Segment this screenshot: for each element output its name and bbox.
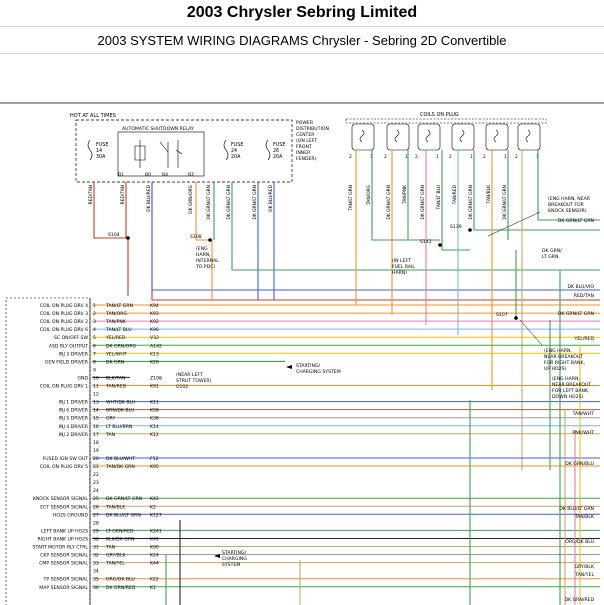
pin-wire-color: BLK/TAN xyxy=(106,376,126,382)
pin-number: 14 xyxy=(93,408,99,414)
pin-circuit-id: K13 xyxy=(150,352,159,358)
pin-wire-color: TAN/ORG xyxy=(106,312,127,318)
coil-pin-label: 2 xyxy=(515,155,518,160)
pin-function-label: COIL ON PLUG DRV 3 xyxy=(39,312,88,318)
pcm-pin-row xyxy=(59,416,159,422)
fuel-rail-note: HARN) xyxy=(392,271,408,276)
pcm-pin-row xyxy=(41,528,162,534)
pin-circuit-id: K22 xyxy=(150,577,159,583)
vertical-wire-label: DK GRN/LT GRN xyxy=(207,185,212,220)
pcm-pin-row xyxy=(37,536,158,542)
svg-text:26: 26 xyxy=(273,149,280,154)
pin-number: 26 xyxy=(93,505,99,511)
pin-function-label: SC ON/OFF SW xyxy=(53,336,88,342)
svg-text:20A: 20A xyxy=(231,155,241,160)
vertical-wire-label: DK GRN/LT GRN xyxy=(503,185,508,220)
page-title: 2003 Chrysler Sebring Limited xyxy=(0,0,604,27)
pcm-pin-row xyxy=(40,464,159,470)
pin-number: 23 xyxy=(93,481,99,487)
pin-wire-color: GRY xyxy=(106,416,116,422)
pdc-label-line: (ON LEFT xyxy=(296,139,318,144)
pcm-pin-row xyxy=(39,561,159,567)
svg-text:20A: 20A xyxy=(273,155,283,160)
svg-text:24: 24 xyxy=(231,149,238,154)
pin-function-label: INJ 6 DRIVER xyxy=(58,408,88,414)
pin-circuit-id: K24 xyxy=(150,553,159,559)
pin-circuit-id: K2 xyxy=(150,505,156,511)
pin-wire-color: YEL/WHT xyxy=(106,352,127,358)
pdc-label-line: POWER xyxy=(296,121,314,126)
splice-dot xyxy=(438,243,442,247)
svg-text:14: 14 xyxy=(96,149,103,154)
pin-circuit-id: K41 xyxy=(150,537,159,543)
asd-relay-box xyxy=(118,132,204,176)
pin-circuit-id: Z108 xyxy=(150,376,162,382)
pin-function-label: ASD RLY OUTPUT xyxy=(48,344,88,350)
pin-circuit-id: K94 xyxy=(150,304,159,309)
pin-function-label: INJ 1 DRIVER xyxy=(58,400,88,406)
splice-label: S139 xyxy=(450,225,462,230)
pcm-pin-row xyxy=(39,585,156,591)
pin-circuit-id: K93 xyxy=(150,312,159,318)
pin-number: 19 xyxy=(93,448,99,454)
right-wire-label: DK BLU/LT GRN xyxy=(559,507,594,512)
pin-circuit-id: K91 xyxy=(150,384,159,390)
pin-wire-color: TAN xyxy=(106,432,116,438)
pcm-pin-row xyxy=(59,424,159,430)
coil-3 xyxy=(415,124,440,160)
pin-number: 17 xyxy=(93,432,99,438)
right-wire-label: RED/TAN xyxy=(573,294,594,299)
splice-label: S108 xyxy=(190,235,202,240)
right-wire-label: DK GRN/LT GRN xyxy=(557,219,594,224)
splice-label: S142 xyxy=(420,240,432,245)
asd-relay-label: AUTOMATIC SHUTDOWN RELAY xyxy=(122,127,194,132)
s108-note: HARN, xyxy=(196,253,211,258)
pcm-pin-row xyxy=(33,496,159,502)
pin-wire-color: TAN/LT BLU xyxy=(106,328,132,334)
pin-number: 29 xyxy=(93,529,99,535)
right-wire-label: DK BLU/VIO xyxy=(567,285,594,290)
left-bank-note: FOR LEFT BANK, xyxy=(552,389,590,394)
pcm-pin-row xyxy=(59,432,159,438)
pin-function-label: INJ 3 DRIVER xyxy=(58,352,88,358)
right-wire-label: TAN/BLK xyxy=(574,515,594,520)
pin-wire-color: DK GRN xyxy=(106,360,125,366)
left-bank-note: (ENG HARN, xyxy=(552,377,580,382)
coil-pin-label: 1 xyxy=(470,155,473,160)
hot-label: HOT AT ALL TIMES xyxy=(70,113,116,119)
relay-pin-label: B4 xyxy=(162,173,169,178)
pin-number: 27 xyxy=(93,513,99,519)
starting-charging-ref: STARTING/ xyxy=(296,364,321,369)
pcm-pin-row xyxy=(93,440,99,446)
pin-circuit-id: K58 xyxy=(150,408,159,414)
pcm-pin-row xyxy=(53,512,162,518)
pdc-label-line: FENDER) xyxy=(296,157,317,162)
pin-circuit-id: K1 xyxy=(150,585,156,591)
pin-number: 8 xyxy=(93,360,96,366)
knock-note: KNOCK SENSOR) xyxy=(548,209,587,214)
pin-circuit-id: K20 xyxy=(150,360,159,366)
strut-note: STRUT TOWER) xyxy=(176,379,212,384)
pcm-pin-row xyxy=(40,303,159,309)
pin-function-label: COIL ON PLUG DRV 5 xyxy=(39,465,88,470)
s108-note: INTERNAL xyxy=(196,259,219,264)
relay-internals xyxy=(135,140,182,168)
coils-bracket xyxy=(346,119,546,123)
relay-pin-label: B0 xyxy=(145,173,152,178)
arrow-icon xyxy=(286,365,292,369)
vertical-wire-labels xyxy=(88,184,508,219)
vertical-wire-label: TAN/PNK xyxy=(403,185,408,204)
pin-wire-color: DK BLU/WHT xyxy=(106,456,136,462)
pin-number: 24 xyxy=(93,489,99,495)
coil-pin-label: 1 xyxy=(504,155,507,160)
vertical-wire-label: DK GRN/ORG xyxy=(189,185,194,214)
pin-wire-color: TAN/YEL xyxy=(106,561,125,567)
pin-circuit-id: K38 xyxy=(150,416,159,422)
pin-number: 32 xyxy=(93,553,99,559)
right-wire-label: DK GRN/BLU xyxy=(565,462,594,467)
splice-label: S107 xyxy=(496,313,508,318)
vertical-wire-label: DK BLU/RED xyxy=(269,185,274,212)
pin-number: 33 xyxy=(93,561,99,567)
pcm-pin-row xyxy=(93,448,99,454)
pin-wire-color: TAN/BLK xyxy=(106,505,126,511)
coil-pin-label: 2 xyxy=(449,155,452,160)
vertical-wire-label: TAN/LT BLU xyxy=(437,185,442,210)
pin-number: 1 xyxy=(93,304,96,309)
knock-note: (ENG HARN, NEAR xyxy=(548,197,590,202)
pin-wire-color: DK GRN/ORG xyxy=(106,344,137,350)
pcm-pin-row xyxy=(93,569,99,575)
vertical-wire-label: DK GRN/LT GRN xyxy=(227,185,232,220)
left-bank-note: DOWN HO2S) xyxy=(552,395,584,400)
pin-circuit-id: K241 xyxy=(150,529,162,535)
coil-pin-label: 1 xyxy=(536,155,539,160)
wire-segment xyxy=(152,182,600,290)
pin-wire-color: YEL/RED xyxy=(106,336,126,342)
pin-number: 13 xyxy=(93,400,99,406)
right-wire-label: YEL/RED xyxy=(574,337,594,342)
pcm-pin-row xyxy=(93,472,99,478)
pin-number: 30 xyxy=(93,537,99,543)
pin-number: 36 xyxy=(93,585,99,591)
pin-wire-color: TAN/DK GRN xyxy=(106,465,135,470)
starting-charging-ref: CHARGING xyxy=(222,557,247,562)
pin-number: 15 xyxy=(93,416,99,422)
pin-function-label: COIL ON PLUG DRV 1 xyxy=(39,384,88,390)
pin-function-label: INJ 2 DRIVER xyxy=(58,432,88,438)
vertical-wire-label: DK GRN/LT GRN xyxy=(387,185,392,220)
fuel-rail-note: (IN LEFT xyxy=(392,259,411,264)
pin-number: 10 xyxy=(93,376,99,382)
pcm-pin-row xyxy=(93,367,96,373)
pin-circuit-id: A142 xyxy=(150,344,162,350)
splice-dot xyxy=(514,316,518,320)
splice-dot xyxy=(468,228,472,232)
pin-function-label: LEFT BANK UP HO2S xyxy=(41,529,88,535)
right-wire-label: DK GRN/ xyxy=(542,249,562,254)
coil-pin-label: 2 xyxy=(384,155,387,160)
right-wire-label: PNK/WHT xyxy=(572,431,594,436)
pcm-pin-row xyxy=(54,335,159,341)
pin-wire-color: BRN/DK BLU xyxy=(106,408,135,414)
pin-circuit-id: K127 xyxy=(150,513,162,519)
svg-text:FUSE: FUSE xyxy=(231,143,244,148)
pcm-pin-row xyxy=(45,359,159,365)
coil-5 xyxy=(483,124,508,160)
pin-number: 18 xyxy=(93,440,99,446)
pin-circuit-id: K14 xyxy=(150,424,159,430)
pin-function-label: GND xyxy=(77,376,88,382)
starting-charging-ref: CHARGING SYSTEM xyxy=(296,370,341,375)
pin-circuit-id: K12 xyxy=(150,432,159,438)
pin-wire-color: WHT/DK BLU xyxy=(106,400,136,406)
vertical-wire-label: DK GRN/LT GRN xyxy=(421,185,426,220)
coil-pin-label: 2 xyxy=(349,155,352,160)
pin-circuit-id: K95 xyxy=(150,465,159,470)
coils-label: COILS ON PLUG xyxy=(420,112,459,118)
right-wire-label: DK GRN/RED xyxy=(564,598,594,603)
coils-on-plug xyxy=(349,124,540,160)
coil-pin-label: 2 xyxy=(483,155,486,160)
right-wire-label: TAN/YEL xyxy=(575,573,594,578)
pin-function-label: CMP SENSOR SIGNAL xyxy=(39,561,88,567)
pin-circuit-id: K44 xyxy=(150,561,159,567)
fuel-rail-note: FUEL RAIL xyxy=(392,265,415,270)
right-bank-note: UP HO2S) xyxy=(544,367,567,372)
pin-wire-color: LT GRN/RED xyxy=(106,529,134,535)
pin-function-label: GEN FIELD DRIVER xyxy=(44,360,88,366)
pin-function-label: ECT SENSOR SIGNAL xyxy=(40,505,88,511)
pin-number: 2 xyxy=(93,312,96,318)
svg-text:30A: 30A xyxy=(96,155,106,160)
pin-circuit-id: V32 xyxy=(150,336,159,342)
pin-function-label: COIL ON PLUG DRV 6 xyxy=(39,328,88,334)
vertical-wire-label: RED/TAN xyxy=(89,185,94,205)
s108-note: (ENG xyxy=(196,247,208,252)
pin-function-label: FUSED IGN SW OUT xyxy=(42,456,88,462)
page-subtitle: 2003 SYSTEM WIRING DIAGRAMS Chrysler - Sebring 2D Convertible xyxy=(0,27,604,54)
pin-wire-color: DK BLU/LT GRN xyxy=(106,513,141,519)
vertical-wire-label: DK GRN/LT GRN xyxy=(469,185,474,220)
coil-pin-label: 1 xyxy=(370,155,373,160)
s108-note: TO PDC) xyxy=(196,265,216,270)
pdc-label-line: FRONT xyxy=(296,145,312,150)
pin-number: 4 xyxy=(93,328,96,334)
pin-circuit-id: F12 xyxy=(150,456,159,462)
pin-function-label: MAP SENSOR SIGNAL xyxy=(39,585,88,591)
pin-wire-color: TAN/RED xyxy=(106,384,127,390)
right-bank-note: (ENG HARN, xyxy=(544,349,572,354)
pin-circuit-id: K96 xyxy=(150,328,159,334)
pin-number: 35 xyxy=(93,577,99,583)
pin-number: 31 xyxy=(93,545,99,551)
pin-number: 22 xyxy=(93,473,99,479)
fuse-26 xyxy=(266,140,285,160)
pcm-pin-row xyxy=(40,504,156,510)
pdc-label-line: INNER xyxy=(296,151,311,156)
pin-function-label: START MOTOR RLY CTRL xyxy=(32,545,88,551)
pin-circuit-id: K11 xyxy=(150,400,159,406)
pdc-label-line: DISTRIBUTION xyxy=(296,127,329,132)
vertical-wire-label: TAN/BLK xyxy=(487,185,492,204)
right-wire-label: ORG/DK BLU xyxy=(565,540,594,545)
coil-pin-label: 1 xyxy=(405,155,408,160)
pin-number: 5 xyxy=(93,336,96,342)
wire-segment xyxy=(474,150,600,230)
right-bank-note: NEAR BREAKOUT xyxy=(544,355,584,360)
pcm-pin-row xyxy=(40,553,159,559)
vertical-wire-label: DK BLU/RED xyxy=(147,185,152,212)
pdc-label-line: CENTER xyxy=(296,133,315,138)
coil-6 xyxy=(515,124,540,160)
pin-wire-color: TAN xyxy=(106,545,116,551)
leader-line xyxy=(520,320,542,345)
pcm-pin-row xyxy=(93,520,99,526)
pin-number: 3 xyxy=(93,320,96,326)
fuse-24 xyxy=(224,140,243,160)
pin-circuit-id: K92 xyxy=(150,320,159,326)
pin-number: 34 xyxy=(93,569,99,575)
vertical-wire-label: RED/TAN xyxy=(121,185,126,205)
right-wire-label: GRY/BLK xyxy=(574,565,594,570)
pin-function-label: INJ 4 DRIVER xyxy=(58,424,88,430)
pin-number: 28 xyxy=(93,521,99,527)
pin-function-label: INJ 5 DRIVER xyxy=(58,416,88,422)
pin-wire-color: TAN/LT GRN xyxy=(106,304,133,309)
pin-number: 12 xyxy=(93,392,99,398)
pin-wire-color: LT BLU/BRN xyxy=(106,424,133,430)
coil-4 xyxy=(449,124,474,160)
coil-pin-label: 2 xyxy=(415,155,418,160)
diagram-notes xyxy=(176,196,591,568)
pin-wire-color: TAN/PNK xyxy=(106,320,126,326)
pcm-pin-row xyxy=(40,311,159,317)
pin-wire-color: BLK/DK GRN xyxy=(106,537,135,543)
pcm-pin-row xyxy=(59,408,159,414)
wire-segment xyxy=(152,182,600,300)
pin-function-label: RIGHT BANK UP HO2S xyxy=(37,537,88,543)
pin-function-label: HO2S GROUND xyxy=(52,513,88,519)
coil-2 xyxy=(384,124,409,160)
pin-wire-color: DK GRN/RED xyxy=(106,585,136,591)
pin-number: 20 xyxy=(93,456,99,462)
pcm-pin-row xyxy=(49,343,162,349)
coil-pin-label: 1 xyxy=(436,155,439,160)
pin-function-label: COIL ON PLUG DRV 4 xyxy=(39,304,88,309)
starting-charging-ref: SYSTEM xyxy=(222,563,241,568)
coil-1 xyxy=(349,124,374,160)
pin-wire-color: ORG/DK BLU xyxy=(106,577,135,583)
svg-text:FUSE: FUSE xyxy=(96,143,109,148)
pin-number: 11 xyxy=(93,384,99,390)
right-wire-label: LT GRN xyxy=(542,255,559,260)
pin-function-label: TP SENSOR SIGNAL xyxy=(43,577,88,583)
pin-circuit-id: K42 xyxy=(150,497,159,503)
strut-note: (NEAR LEFT xyxy=(176,373,203,378)
svg-text:FUSE: FUSE xyxy=(273,143,286,148)
pin-number: 6 xyxy=(93,344,96,350)
relay-pin-label: B2 xyxy=(188,173,195,178)
right-bank-note: FOR RIGHT BANK, xyxy=(544,361,585,366)
right-wire-label: DK GRN/LT GRN xyxy=(557,312,594,317)
pcm-pin-row xyxy=(93,480,99,486)
relay-pin-label: B1 xyxy=(118,173,125,178)
pin-wire-color: GRY/BLK xyxy=(106,553,126,559)
left-bank-note: NEAR BREAKOUT xyxy=(552,383,592,388)
leader-line xyxy=(488,212,540,236)
right-wire-label: TAN/WHT xyxy=(572,412,594,417)
pin-number: 21 xyxy=(93,465,99,470)
pcm-pin-list xyxy=(33,303,162,591)
pin-number: 9 xyxy=(93,368,96,374)
knock-note: BREAKOUT FOR xyxy=(548,203,584,208)
splice-dot xyxy=(126,236,130,240)
strut-note: G102 xyxy=(176,385,189,390)
pcm-pin-row xyxy=(33,545,159,551)
splice-label: S104 xyxy=(108,233,120,238)
pcm-pin-row xyxy=(40,327,159,333)
pcm-pin-row xyxy=(40,319,159,325)
relay-pin-labels xyxy=(118,172,194,178)
pin-function-label: KNOCK SENSOR SIGNAL xyxy=(32,497,88,503)
pcm-pin-row xyxy=(43,577,159,583)
pin-number: 16 xyxy=(93,424,99,430)
splice-dot xyxy=(208,238,212,242)
pcm-pin-row xyxy=(59,351,159,357)
fuse-14 xyxy=(88,140,108,160)
vertical-wire-label: TAN/LT GRN xyxy=(349,185,354,211)
vertical-wire-label: TAN/ORG xyxy=(367,185,372,206)
pcm-pin-row xyxy=(43,456,159,462)
pcm-pin-row xyxy=(59,400,159,406)
pin-function-label: COIL ON PLUG DRV 2 xyxy=(39,320,88,326)
colored-wires xyxy=(92,150,600,605)
pcm-pin-row xyxy=(93,392,99,398)
pin-number: 25 xyxy=(93,497,99,503)
vertical-wire-label: DK GRN/LT GRN xyxy=(253,185,258,220)
pin-circuit-id: K90 xyxy=(150,545,159,551)
pin-number: 7 xyxy=(93,352,96,358)
pdc-label xyxy=(296,120,329,162)
pcm-pin-row xyxy=(93,488,99,494)
pin-wire-color: DK GRN/LT GRN xyxy=(106,497,143,503)
pcm-pin-row xyxy=(40,384,159,390)
starting-charging-ref: STARTING/ xyxy=(222,551,247,556)
pin-function-label: CKP SENSOR SIGNAL xyxy=(40,553,88,559)
vertical-wire-label: TAN/RED xyxy=(453,185,458,205)
